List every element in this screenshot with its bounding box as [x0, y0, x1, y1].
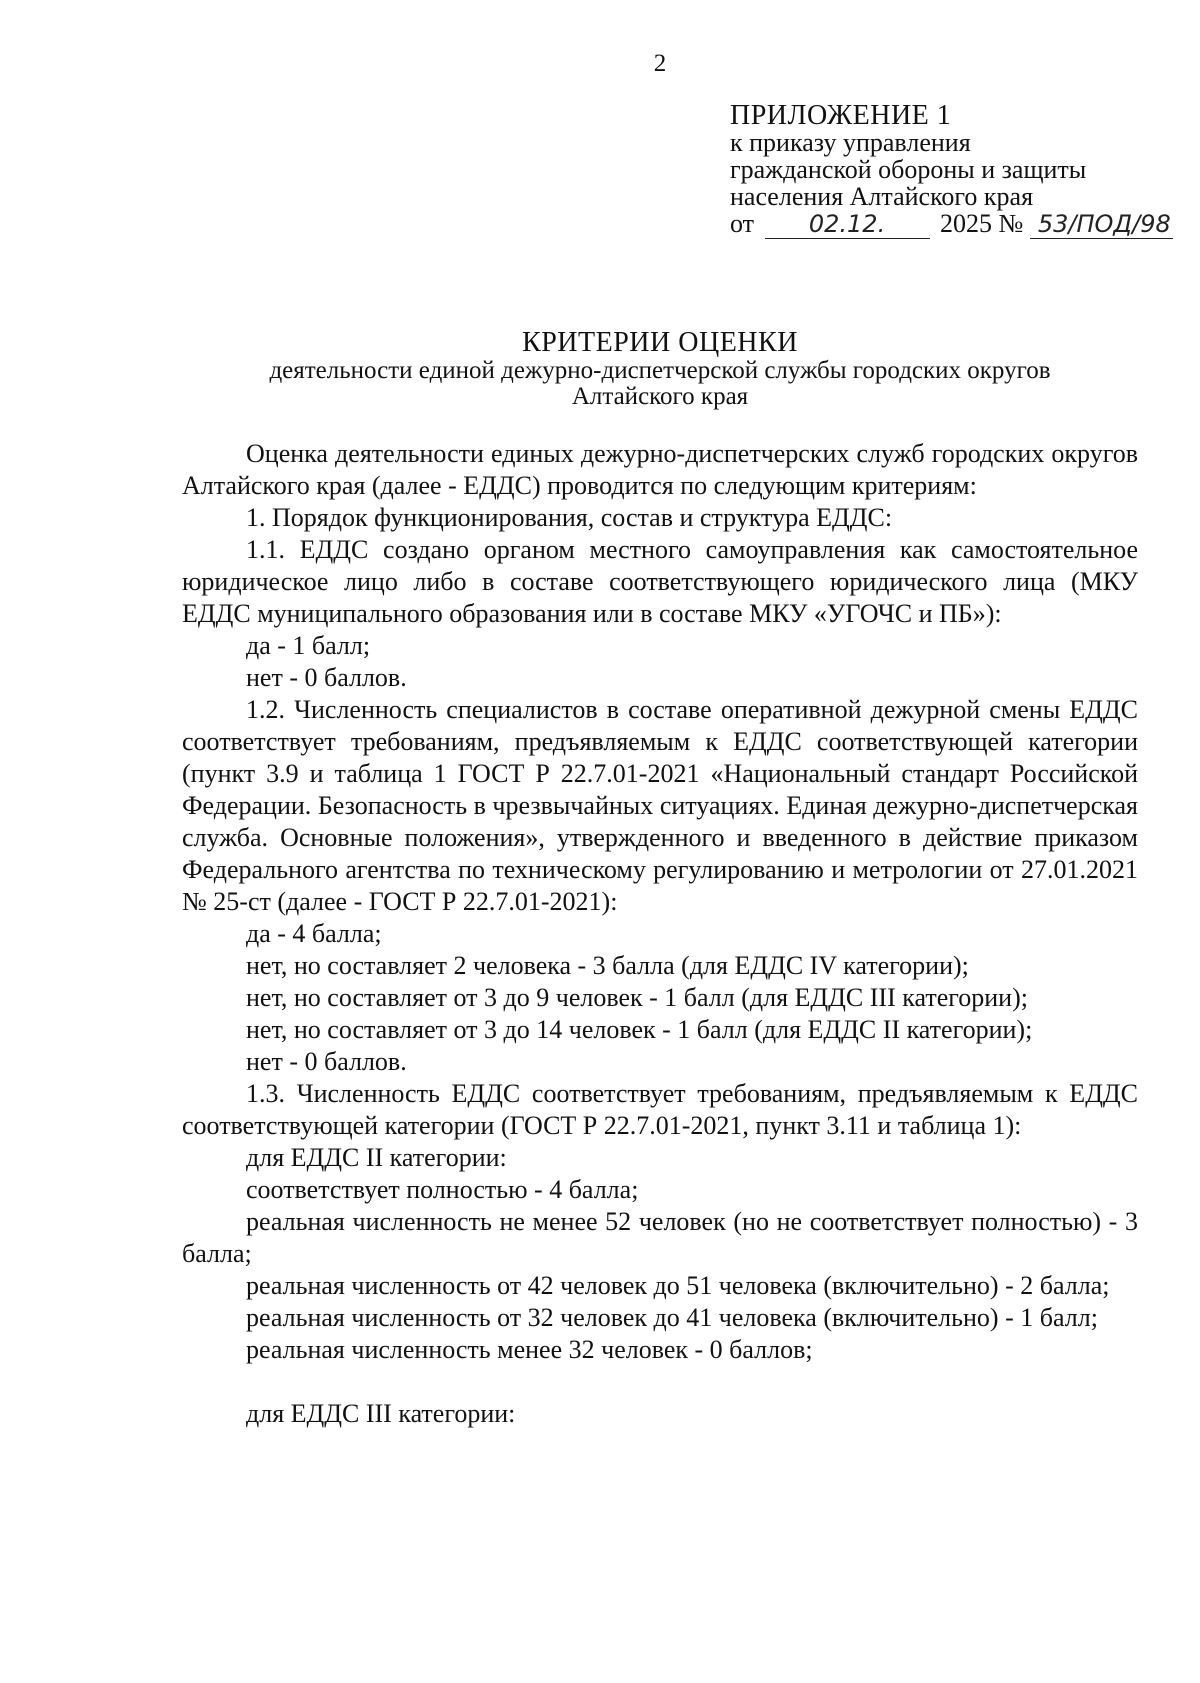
appendix-title: ПРИЛОЖЕНИЕ 1 — [730, 100, 952, 131]
appendix-date-line — [730, 210, 1173, 239]
score-option: реальная численность от 42 человек до 51 человека (включительно) - 2 балла; — [246, 1271, 1110, 1300]
document-body — [182, 438, 1138, 1430]
category-heading: для ЕДДС II категории: — [246, 1143, 507, 1172]
criterion-1-2: 1.2. Численность специалистов в составе оперативной дежурной смены ЕДДС соответствует требованиям, предъявляемым к ЕДДС соответствующей категории (пункт 3.9 и таблица 1 ГОСТ Р 22.7.01-2021 «Национальный стандарт Российской Федерации. Безопасность в чрезвычайных ситуациях. Единая дежурно-диспетчерская служба. Основные положения», утвержденного и введенного в действие приказом Федерального агентства по техническому регулированию и метрологии от 27.01.2021 № 25-ст (далее - ГОСТ Р 22.7.01-2021): — [182, 695, 1138, 916]
spacer — [182, 1366, 1138, 1398]
page-number: 2 — [653, 50, 667, 77]
score-option: нет - 0 баллов. — [246, 663, 407, 692]
intro-paragraph: Оценка деятельности единых дежурно-диспетчерских служб городских округов Алтайского края (далее - ЕДДС) проводится по следующим критериям: — [182, 439, 1138, 500]
score-option: нет, но составляет от 3 до 9 человек - 1 балл (для ЕДДС III категории); — [246, 983, 1028, 1012]
criterion-1-1: 1.1. ЕДДС создано органом местного самоуправления как самостоятельное юридическое лицо либо в составе соответствующего юридического лица (МКУ ЕДДС муниципального образования или в составе МКУ «УГОЧС и ПБ»): — [182, 535, 1138, 628]
score-option: реальная численность менее 32 человек - 0 баллов; — [246, 1335, 813, 1364]
category-heading: для ЕДДС III категории: — [246, 1399, 516, 1428]
score-option: нет, но составляет от 3 до 14 человек - 1 балл (для ЕДДС II категории); — [246, 1015, 1033, 1044]
date-prefix: от — [730, 209, 755, 238]
score-option: да - 4 балла; — [246, 919, 382, 948]
score-option: соответствует полностью - 4 балла; — [246, 1175, 639, 1204]
title-subtitle: деятельности единой дежурно-диспетчерской службы городских округов — [269, 357, 1051, 384]
score-option: реальная численность от 32 человек до 41 человека (включительно) - 1 балл; — [246, 1303, 1098, 1332]
handwritten-date: 02.12. — [765, 211, 930, 239]
appendix-line: населения Алтайского края — [730, 182, 1034, 211]
score-option: реальная численность не менее 52 человек (но не соответствует полностью) - 3 балла; — [182, 1207, 1138, 1268]
appendix-line: гражданской обороны и защиты — [730, 155, 1087, 184]
score-option: нет - 0 баллов. — [246, 1047, 407, 1076]
section-heading: 1. Порядок функционирования, состав и структура ЕДДС: — [246, 503, 893, 532]
year-label: 2025 № — [940, 209, 1024, 238]
handwritten-order-number: 53/ПОД/98 — [1030, 211, 1173, 239]
title-subtitle: Алтайского края — [571, 383, 749, 410]
appendix-header — [730, 102, 1173, 239]
title-main: КРИТЕРИИ ОЦЕНКИ — [522, 327, 798, 358]
criterion-1-3: 1.3. Численность ЕДДС соответствует требованиям, предъявляемым к ЕДДС соответствующей категории (ГОСТ Р 22.7.01-2021, пункт 3.11 и таблица 1): — [182, 1079, 1138, 1140]
score-option: нет, но составляет 2 человека - 3 балла (для ЕДДС IV категории); — [246, 951, 969, 980]
document-title — [180, 328, 1140, 410]
score-option: да - 1 балл; — [246, 631, 371, 660]
appendix-line: к приказу управления — [730, 128, 971, 157]
